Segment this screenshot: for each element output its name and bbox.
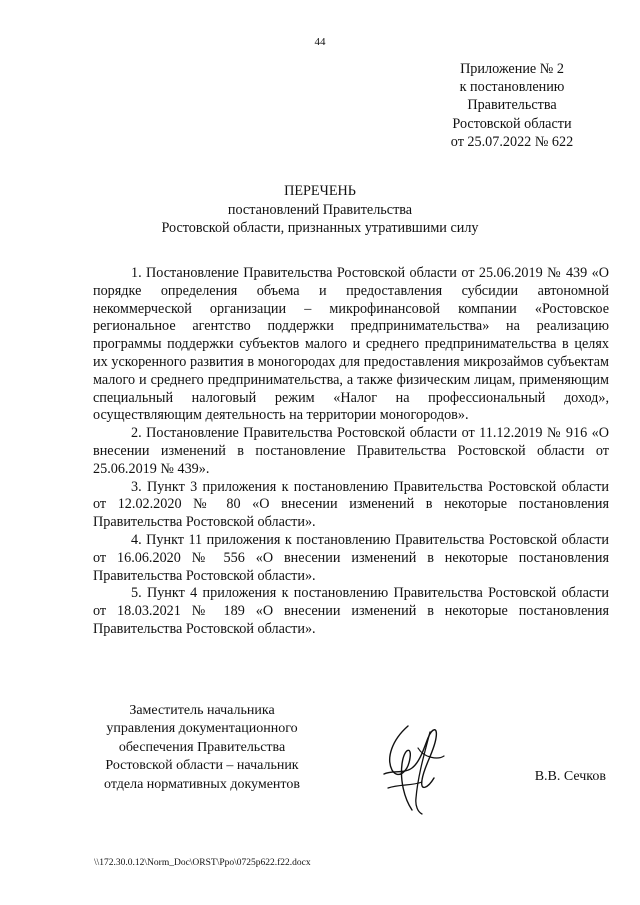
signatory-name: В.В. Сечков — [534, 769, 606, 784]
appendix-line: от 25.07.2022 № 622 — [450, 133, 574, 150]
title-subheading: постановлений Правительства — [227, 201, 413, 218]
list-item: 2. Постановление Правительства Ростовской области от 11.12.2019 № 916 «О внесении изменений в постановление Правительства Ростовской области от 25.06.2019 № 439». — [93, 425, 609, 477]
appendix-line: к постановлению — [459, 79, 565, 96]
appendix-header — [442, 60, 582, 151]
document-title — [0, 182, 640, 238]
page-number: 44 — [314, 36, 326, 48]
appendix-line: Ростовской области — [452, 115, 572, 132]
list-item: 5. Пункт 4 приложения к постановлению Правительства Ростовской области от 18.03.2021 № 189 «О внесении изменений в некоторые постановления Правительства Ростовской области». — [93, 585, 609, 637]
appendix-line: Правительства — [467, 97, 557, 114]
list-item: 4. Пункт 11 приложения к постановлению Правительства Ростовской области от 16.06.2020 № 556 «О внесении изменений в некоторые постановления Правительства Ростовской области». — [93, 531, 609, 584]
signatory-title-line: Заместитель начальника — [129, 703, 275, 718]
signatory-title-line: отдела нормативных документов — [104, 776, 300, 792]
signatory-title-line: управления документационного — [106, 721, 298, 737]
signatory-title — [88, 702, 316, 794]
list-item: 3. Пункт 3 приложения к постановлению Правительства Ростовской области от 12.02.2020 № 80 «О внесении изменений в некоторые постановления Правительства Ростовской области». — [93, 478, 609, 531]
signatory-title-line: обеспечения Правительства — [118, 739, 286, 755]
list-item: 1. Постановление Правительства Ростовской области от 25.06.2019 № 439 «О порядке определения объема и предоставления субсидии автономной некоммерческой организации – микрофинансовой компании «Ростовское региональное агентство поддержки предпринимательства» на реализацию программы поддержки субъектов малого и среднего предпринимательства в целях их ускоренного развития в моногородах для предоставления микрозаймов субъектам малого и среднего предпринимательства, а также физическим лицам, применяющим специальный налоговый режим «Налог на профессиональный доход», осуществляющим деятельность на территории моногородов». — [93, 265, 609, 424]
appendix-line: Приложение № 2 — [460, 61, 564, 77]
footer-file-path: \\172.30.0.12\Norm_Doc\ORST\Ppo\0725p622.f22.docx — [94, 858, 311, 868]
document-body — [93, 265, 609, 639]
handwritten-signature — [378, 718, 450, 818]
title-heading: ПЕРЕЧЕНЬ — [284, 183, 356, 199]
title-subheading: Ростовской области, признанных утратившими силу — [161, 220, 479, 236]
signatory-title-line: Ростовской области – начальник — [105, 758, 299, 774]
